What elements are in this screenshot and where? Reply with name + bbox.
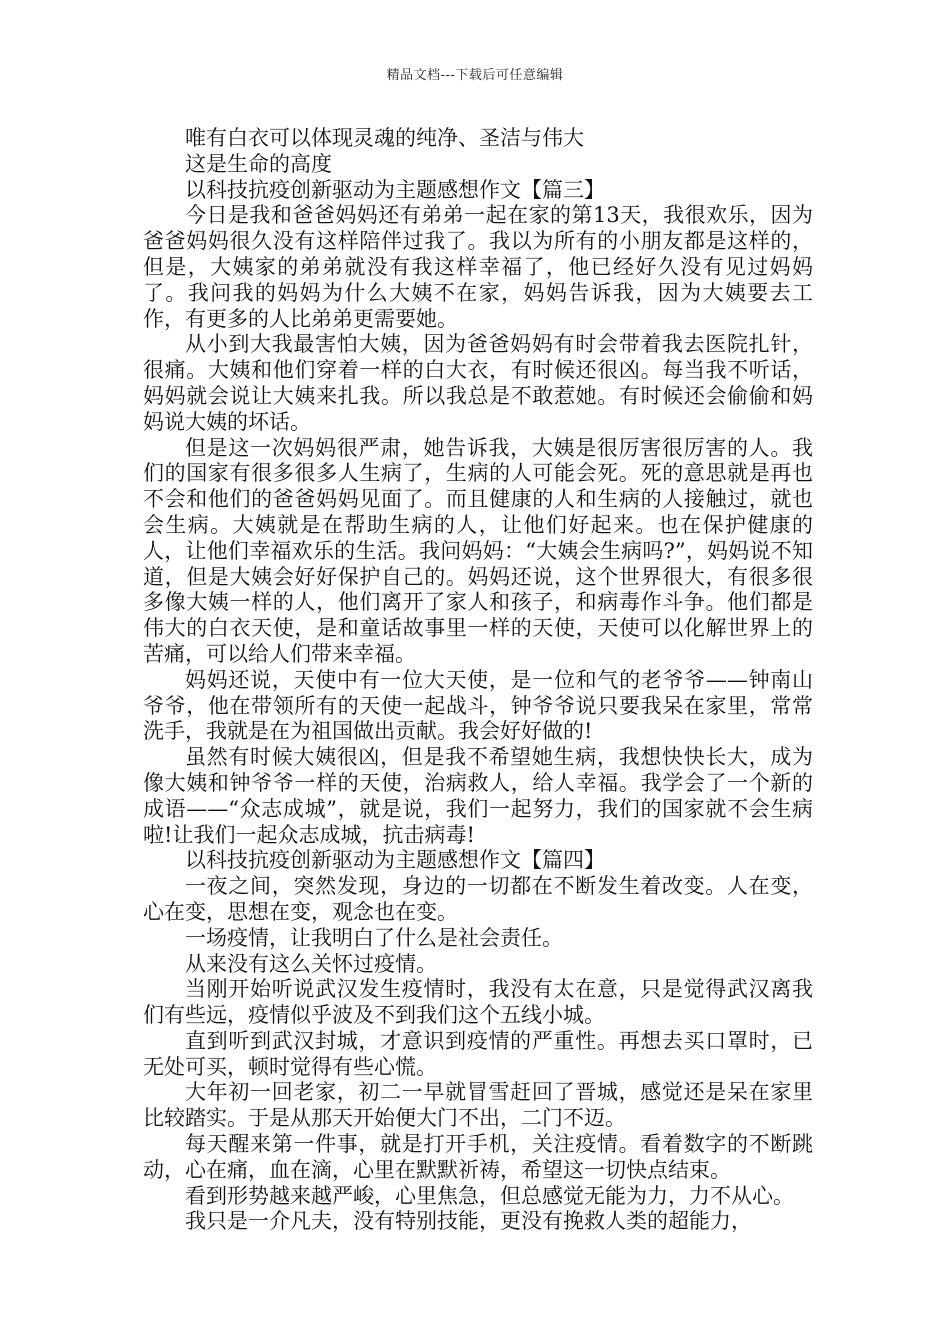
paragraph: 直到听到武汉封城，才意识到疫情的严重性。再想去买口罩时，已无处可买，顿时觉得有些心慌。 — [143, 1028, 813, 1079]
paragraph: 从小到大我最害怕大姨，因为爸爸妈妈有时会带着我去医院扎针，很痛。大姨和他们穿着一样的白大衣，有时候还很凶。每当我不听话，妈妈就会说让大姨来扎我。所以我总是不敢惹她。有时候还会偷偷和妈妈说大姨的坏话。 — [143, 332, 813, 434]
paragraph: 从来没有这么关怀过疫情。 — [185, 951, 437, 976]
paragraph: 妈妈还说，天使中有一位大天使，是一位和气的老爷爷——钟南山爷爷，他在带领所有的天使一起战斗，钟爷爷说只要我呆在家里，常常洗手，我就是在为祖国做出贡献。我会好好做的! — [143, 667, 813, 744]
paragraph: 大年初一回老家，初二一早就冒雪赶回了晋城，感觉还是呆在家里比较踏实。于是从那天开始便大门不出，二门不迈。 — [143, 1080, 813, 1131]
paragraph: 这是生命的高度 — [185, 151, 332, 176]
paragraph: 今日是我和爸爸妈妈还有弟弟一起在家的第13天，我很欢乐，因为爸爸妈妈很久没有这样陪伴过我了。我以为所有的小朋友都是这样的，但是，大姨家的弟弟就没有我这样幸福了，他已经好久没有见过妈妈了。我问我的妈妈为什么大姨不在家，妈妈告诉我，因为大姨要去工作，有更多的人比弟弟更需要她。 — [143, 203, 813, 331]
paragraph: 但是这一次妈妈很严肃，她告诉我，大姨是很厉害很厉害的人。我们的国家有很多很多人生病了，生病的人可能会死。死的意思就是再也不会和他们的爸爸妈妈见面了。而且健康的人和生病的人接触过，就也会生病。大姨就是在帮助生病的人，让他们好起来。也在保护健康的人，让他们幸福欢乐的生活。我问妈妈：“大姨会生病吗?”，妈妈说不知道，但是大姨会好好保护自己的。妈妈还说，这个世界很大，有很多很多像大姨一样的人，他们离开了家人和孩子，和病毒作斗争。他们都是伟大的白衣天使，是和童话故事里一样的天使，天使可以化解世界上的苦痛，可以给人们带来幸福。 — [143, 435, 813, 666]
paragraph: 当刚开始听说武汉发生疫情时，我没有太在意，只是觉得武汉离我们有些远，疫情似乎波及不到我们这个五线小城。 — [143, 977, 813, 1028]
section-heading: 以科技抗疫创新驱动为主题感想作文【篇三】 — [185, 177, 605, 202]
paragraph: 唯有白衣可以体现灵魂的纯净、圣洁与伟大 — [185, 126, 584, 150]
paragraph: 一场疫情，让我明白了什么是社会责任。 — [185, 925, 563, 950]
paragraph: 一夜之间，突然发现，身边的一切都在不断发生着改变。人在变，心在变，思想在变，观念也在变。 — [143, 874, 813, 924]
paragraph: 我只是一介凡夫，没有特别技能，更没有挽救人类的超能力， — [185, 1209, 752, 1234]
article-body — [143, 126, 813, 1235]
section-heading: 以科技抗疫创新驱动为主题感想作文【篇四】 — [185, 848, 605, 873]
paragraph: 看到形势越来越严峻，心里焦急，但总感觉无能为力，力不从心。 — [185, 1183, 794, 1208]
paragraph: 虽然有时候大姨很凶，但是我不希望她生病，我想快快长大，成为像大姨和钟爷爷一样的天使，治病救人，给人幸福。我学会了一个新的成语——“众志成城”，就是说，我们一起努力，我们的国家就不会生病啦!让我们一起众志成城，抗击病毒! — [143, 745, 813, 847]
page-header: 精品文档---下载后可任意编辑 — [386, 68, 564, 83]
paragraph: 每天醒来第一件事，就是打开手机，关注疫情。看着数字的不断跳动，心在痛，血在滴，心里在默默祈祷，希望这一切快点结束。 — [143, 1132, 813, 1182]
